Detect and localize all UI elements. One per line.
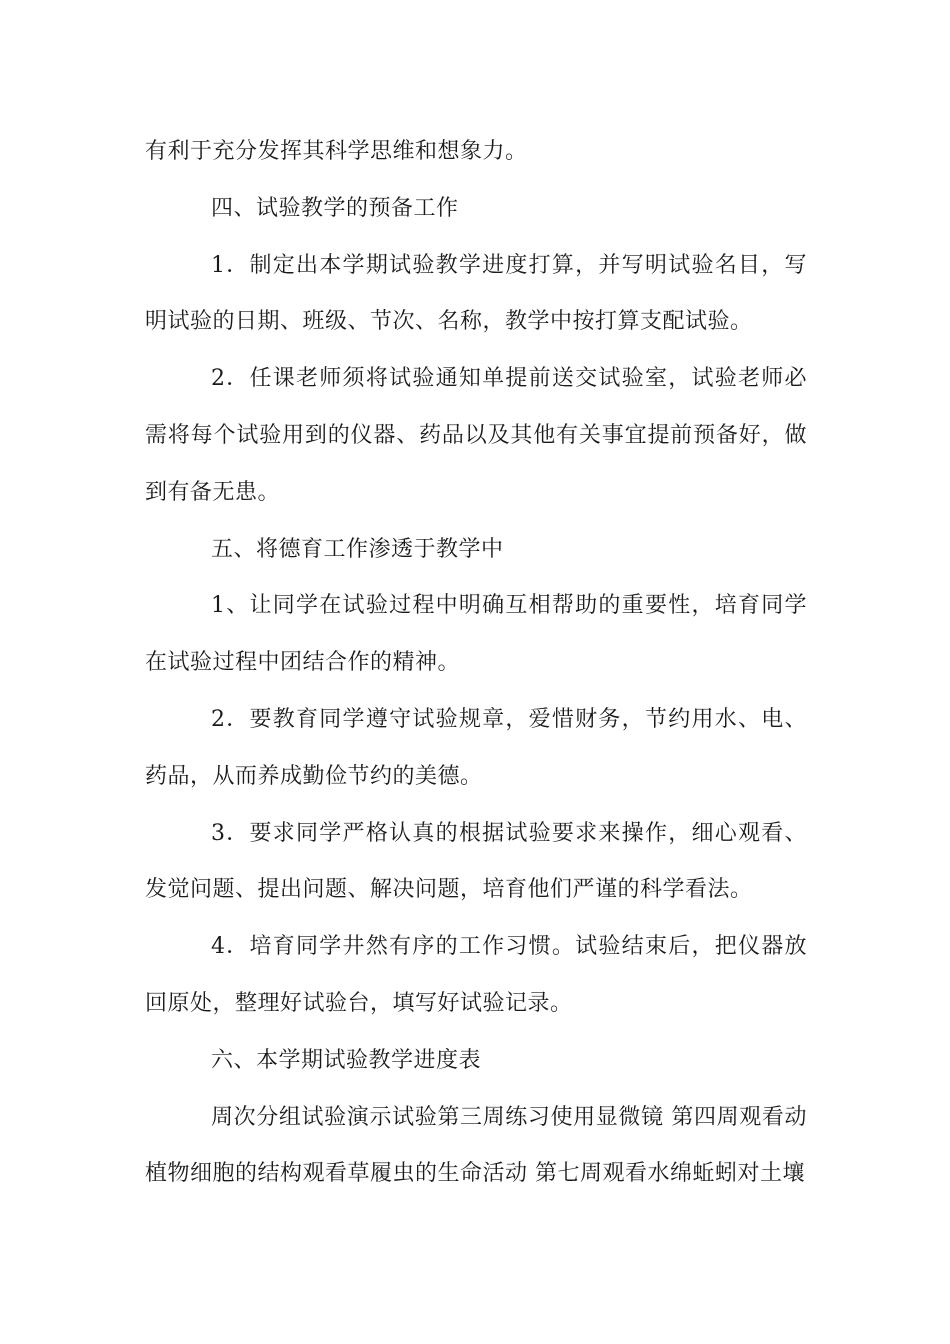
paragraph-notice: 2．任课老师须将试验通知单提前送交试验室，试验老师必需将每个试验用到的仪器、药品以及其他有关事宜提前预备好，做到有备无患。	[145, 366, 807, 505]
paragraph-cooperation: 1、让同学在试验过程中明确互相帮助的重要性，培育同学在试验过程中团结合作的精神。	[145, 593, 807, 676]
paragraph-work-habits: 4．培育同学井然有序的工作习惯。试验结束后，把仪器放回原处，整理好试验台，填写好试验记录。	[145, 934, 807, 1016]
document-body	[145, 124, 807, 1203]
section-heading-schedule: 六、本学期试验教学进度表	[211, 1047, 482, 1073]
paragraph-rules: 2．要教育同学遵守试验规章，爱惜财务，节约用水、电、药品，从而养成勤俭节约的美德。	[145, 706, 807, 789]
paragraph-plan: 1．制定出本学期试验教学进度打算，并写明试验名目，写明试验的日期、班级、节次、名称，教学中按打算支配试验。	[145, 252, 807, 335]
paragraph-scientific-attitude: 3．要求同学严格认真的根据试验要求来操作，细心观看、发觉问题、提出问题、解决问题，培育他们严谨的科学看法。	[145, 820, 807, 903]
paragraph-continuation: 有利于充分发挥其科学思维和想象力。	[145, 139, 528, 164]
paragraph-schedule-table: 周次分组试验演示试验第三周练习使用显微镜 第四周观看动植物细胞的结构观看草履虫的生命活动 第七周观看水绵蚯蚓对土壤	[145, 1104, 807, 1187]
section-heading-moral-education: 五、将德育工作渗透于教学中	[211, 536, 504, 562]
section-heading-preparation: 四、试验教学的预备工作	[211, 195, 459, 221]
